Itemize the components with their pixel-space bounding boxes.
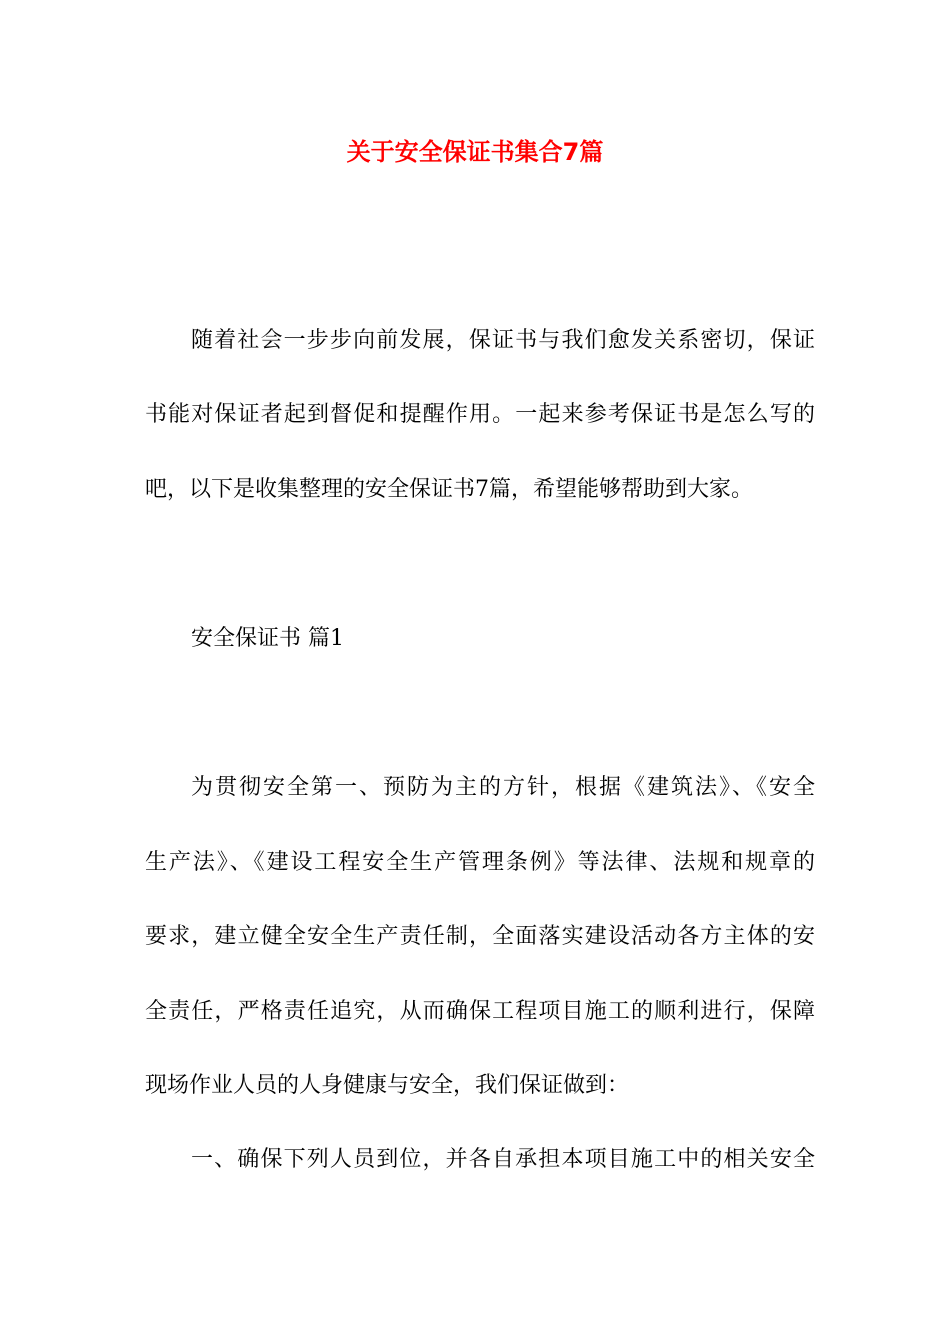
intro-line-1: 随着社会一步步向前发展，保证书与我们愈发关系密切，保证 [191, 328, 815, 353]
body-line-5: 现场作业人员的人身健康与安全，我们保证做到： [145, 1073, 630, 1098]
body-line-3: 要求，建立健全安全生产责任制，全面落实建设活动各方主体的安 [145, 924, 815, 949]
document-title: 关于安全保证书集合7篇 [346, 138, 604, 166]
intro-line-3: 吧，以下是收集整理的安全保证书7篇，希望能够帮助到大家。 [145, 477, 753, 502]
body-line-4: 全责任，严格责任追究，从而确保工程项目施工的顺利进行，保障 [145, 999, 815, 1024]
body-line-2: 生产法》、《建设工程安全生产管理条例》等法律、法规和规章的 [145, 850, 815, 875]
item-line-1: 一、确保下列人员到位，并各自承担本项目施工中的相关安全 [191, 1147, 815, 1172]
intro-line-2: 书能对保证者起到督促和提醒作用。一起来参考保证书是怎么写的 [145, 402, 815, 427]
section-heading: 安全保证书 篇1 [191, 626, 344, 651]
body-line-1: 为贯彻安全第一、预防为主的方针，根据《建筑法》、《安全 [191, 775, 815, 800]
